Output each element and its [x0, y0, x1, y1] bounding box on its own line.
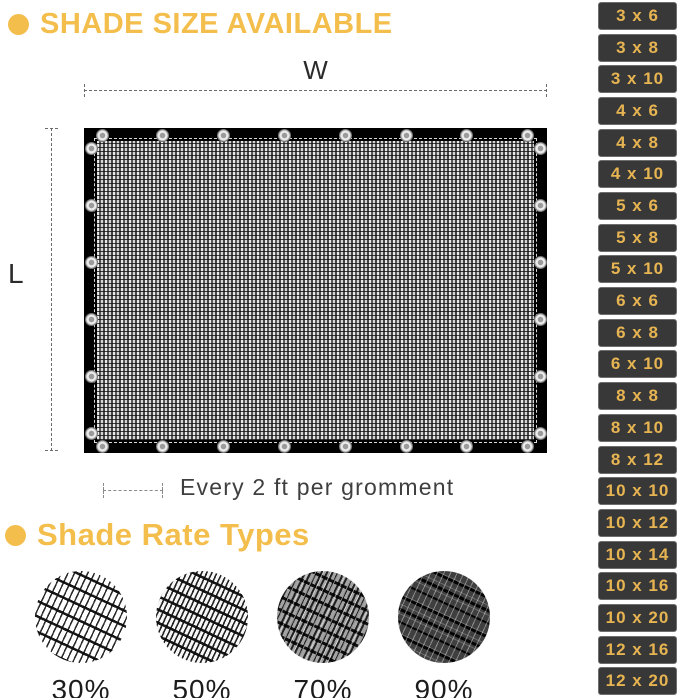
size-option: 5 x 8	[598, 224, 677, 252]
grommet-icon	[85, 142, 98, 155]
grommet-icon	[534, 313, 547, 326]
grommet-note: Every 2 ft per gromment	[180, 474, 455, 500]
grommet-icon	[521, 440, 534, 453]
length-dimension-line	[51, 128, 52, 451]
grommet-icon	[400, 440, 413, 453]
grommet-icon	[156, 129, 169, 142]
size-option: 4 x 8	[598, 129, 677, 157]
size-option: 4 x 10	[598, 160, 677, 188]
width-dimension	[84, 55, 547, 97]
grommet-icon	[217, 129, 230, 142]
grommet-icon	[534, 199, 547, 212]
size-option: 3 x 8	[598, 34, 677, 62]
grommet-icon	[156, 440, 169, 453]
width-dimension-label: W	[303, 55, 328, 85]
shade-rate-item	[34, 571, 128, 698]
grommet-icon	[217, 440, 230, 453]
grommet-icon	[534, 370, 547, 383]
shade-rate-label: 30%	[51, 674, 111, 698]
length-dimension-tick-bottom	[45, 450, 58, 451]
size-option: 12 x 20	[598, 667, 677, 695]
grommet-icon	[521, 129, 534, 142]
grommet-icon	[85, 427, 98, 440]
bullet-icon	[8, 14, 29, 35]
shade-fabric-swatch-90	[398, 571, 490, 663]
shade-fabric-swatch-30	[35, 571, 127, 663]
shade-rate-item	[397, 571, 491, 698]
size-option: 3 x 6	[598, 2, 677, 30]
length-dimension-tick-top	[45, 128, 58, 129]
size-option: 12 x 16	[598, 636, 677, 664]
width-dimension-line	[84, 90, 547, 91]
size-option: 8 x 10	[598, 414, 677, 442]
size-option: 5 x 6	[598, 192, 677, 220]
size-option: 10 x 16	[598, 572, 677, 600]
length-dimension	[45, 128, 85, 451]
grommet-icon	[85, 199, 98, 212]
size-option: 3 x 10	[598, 65, 677, 93]
grommet-spacing-line	[103, 490, 163, 491]
size-option: 10 x 12	[598, 509, 677, 537]
grommet-icon	[534, 256, 547, 269]
width-dimension-tick-left	[84, 84, 85, 97]
grommet-icon	[339, 129, 352, 142]
grommet-icon	[460, 440, 473, 453]
grommet-icon	[85, 370, 98, 383]
grommet-spacing-tick-right	[162, 483, 163, 498]
size-option: 6 x 6	[598, 287, 677, 315]
shade-fabric-swatch-50	[156, 571, 248, 663]
size-option: 6 x 8	[598, 319, 677, 347]
grommet-icon	[85, 313, 98, 326]
size-option: 10 x 10	[598, 477, 677, 505]
shade-rate-heading-label: Shade Rate Types	[37, 517, 310, 552]
shade-size-heading-label: SHADE SIZE AVAILABLE	[40, 8, 393, 40]
grommet-icon	[534, 427, 547, 440]
shade-size-heading	[8, 8, 393, 41]
bullet-icon	[5, 525, 26, 546]
grommet-icon	[96, 440, 109, 453]
grommet-spacing-tick-left	[103, 483, 104, 498]
shade-rate-item	[276, 571, 370, 698]
shade-fabric-swatch-70	[277, 571, 369, 663]
shade-rate-heading	[5, 517, 310, 553]
grommet-icon	[400, 129, 413, 142]
shade-net-mesh	[97, 141, 534, 440]
size-option: 5 x 10	[598, 255, 677, 283]
grommet-icon	[339, 440, 352, 453]
grommet-icon	[460, 129, 473, 142]
shade-net-diagram	[84, 128, 547, 453]
grommet-icon	[278, 129, 291, 142]
grommet-icon	[85, 256, 98, 269]
size-option: 4 x 6	[598, 97, 677, 125]
shade-rate-label: 70%	[293, 674, 353, 698]
size-option: 10 x 20	[598, 604, 677, 632]
shade-rate-label: 90%	[414, 674, 474, 698]
size-option: 8 x 12	[598, 446, 677, 474]
size-option: 8 x 8	[598, 382, 677, 410]
length-dimension-label: L	[8, 258, 24, 289]
grommet-icon	[534, 142, 547, 155]
size-option: 6 x 10	[598, 350, 677, 378]
size-option: 10 x 14	[598, 541, 677, 569]
grommet-spacing-measure	[103, 483, 163, 498]
grommet-icon	[278, 440, 291, 453]
shade-rate-item	[155, 571, 249, 698]
grommet-icon	[96, 129, 109, 142]
size-list	[598, 0, 679, 698]
width-dimension-tick-right	[546, 84, 547, 97]
shade-rate-label: 50%	[172, 674, 232, 698]
